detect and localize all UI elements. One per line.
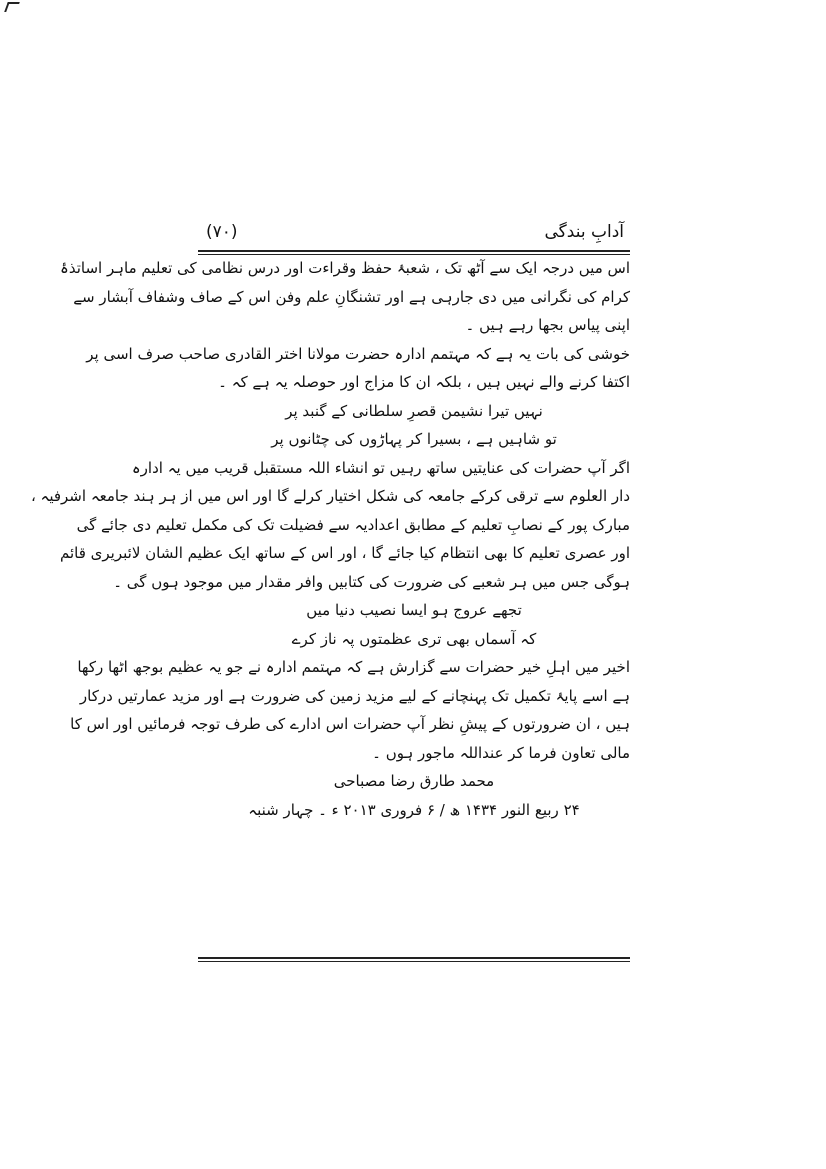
footer-divider bbox=[198, 957, 630, 959]
paragraph-line: اور عصری تعلیم کا بھی انتظام کیا جائے گا ، اور اس کے ساتھ ایک عظیم الشان لائبریری قائم bbox=[60, 544, 630, 562]
paragraph-line: اکتفا کرنے والے نہیں ہیں ، بلکہ ان کا مزاج اور حوصلہ یہ ہے کہ ۔ bbox=[218, 373, 630, 391]
paragraph-line: خوشی کی بات یہ ہے کہ مہتمم ادارہ حضرت مولانا اختر القادری صاحب صرف اسی پر bbox=[86, 344, 630, 363]
author-signature: محمد طارق رضا مصباحی bbox=[333, 772, 495, 790]
paragraph-line: اپنی پیاس بجھا رہے ہیں ۔ bbox=[465, 316, 630, 334]
signature-date: ۲۴ ربیع النور ۱۴۳۴ ھ / ۶ فروری ۲۰۱۳ ء ۔ چہار شنبہ bbox=[248, 800, 580, 819]
page-header bbox=[198, 222, 630, 246]
verse-line: نہیں تیرا نشیمن قصرِ سلطانی کے گنبد پر bbox=[285, 401, 543, 420]
paragraph-line: ہوگی جس میں ہر شعبے کی ضرورت کی کتابیں وافر مقدار میں موجود ہوں گی ۔ bbox=[113, 572, 630, 591]
paragraph-line: مبارک پور کے نصابِ تعلیم کے مطابق اعدادیہ سے فضیلت تک کی مکمل تعلیم دی جائے گی bbox=[76, 515, 630, 534]
paragraph-line: ہیں ، ان ضرورتوں کے پیشِ نظر آپ حضرات اس ادارے کی طرف توجہ فرمائیں اور اس کا bbox=[70, 715, 630, 733]
book-title: آدابِ بندگی bbox=[544, 222, 624, 242]
paragraph-line: اس میں درجہ ایک سے آٹھ تک ، شعبۂ حفظ وقراءت اور درس نظامی کی تعلیم ماہر اساتذۂ bbox=[60, 259, 630, 277]
verse-line: تو شاہیں ہے ، بسیرا کر پہاڑوں کی چٹانوں پر bbox=[271, 430, 557, 448]
verse-line: تجھے عروج ہو ایسا نصیب دنیا میں bbox=[306, 601, 522, 619]
page-body bbox=[30, 254, 630, 824]
header-divider bbox=[198, 250, 630, 252]
paragraph-line: کرام کی نگرانی میں دی جارہی ہے اور تشنگانِ علم وفن اس کے صاف وشفاف آبشار سے bbox=[73, 287, 630, 306]
scan-corner-mark bbox=[4, 2, 20, 12]
paragraph-line: اخیر میں اہلِ خیر حضرات سے گزارش ہے کہ مہتمم ادارہ نے جو یہ عظیم بوجھ اٹھا رکھا bbox=[77, 658, 630, 676]
page-number: (۷۰) bbox=[206, 222, 238, 242]
paragraph-line: مالی تعاون فرما کر عنداللہ ماجور ہوں ۔ bbox=[372, 743, 630, 762]
paragraph-line: دار العلوم سے ترقی کرکے جامعہ کی شکل اختیار کرلے گا اور اس میں از ہر ہند جامعہ اشرفیہ ، bbox=[30, 487, 630, 505]
verse-line: کہ آسماں بھی تری عظمتوں پہ ناز کرے bbox=[291, 629, 537, 648]
paragraph-line: ہے اسے پایۂ تکمیل تک پہنچانے کے لیے مزید زمین کی ضرورت ہے اور مزید عمارتیں درکار bbox=[79, 686, 630, 705]
paragraph-line: اگر آپ حضرات کی عنایتیں ساتھ رہیں تو انشاء اللہ مستقبل قریب میں یہ ادارہ bbox=[131, 458, 630, 477]
